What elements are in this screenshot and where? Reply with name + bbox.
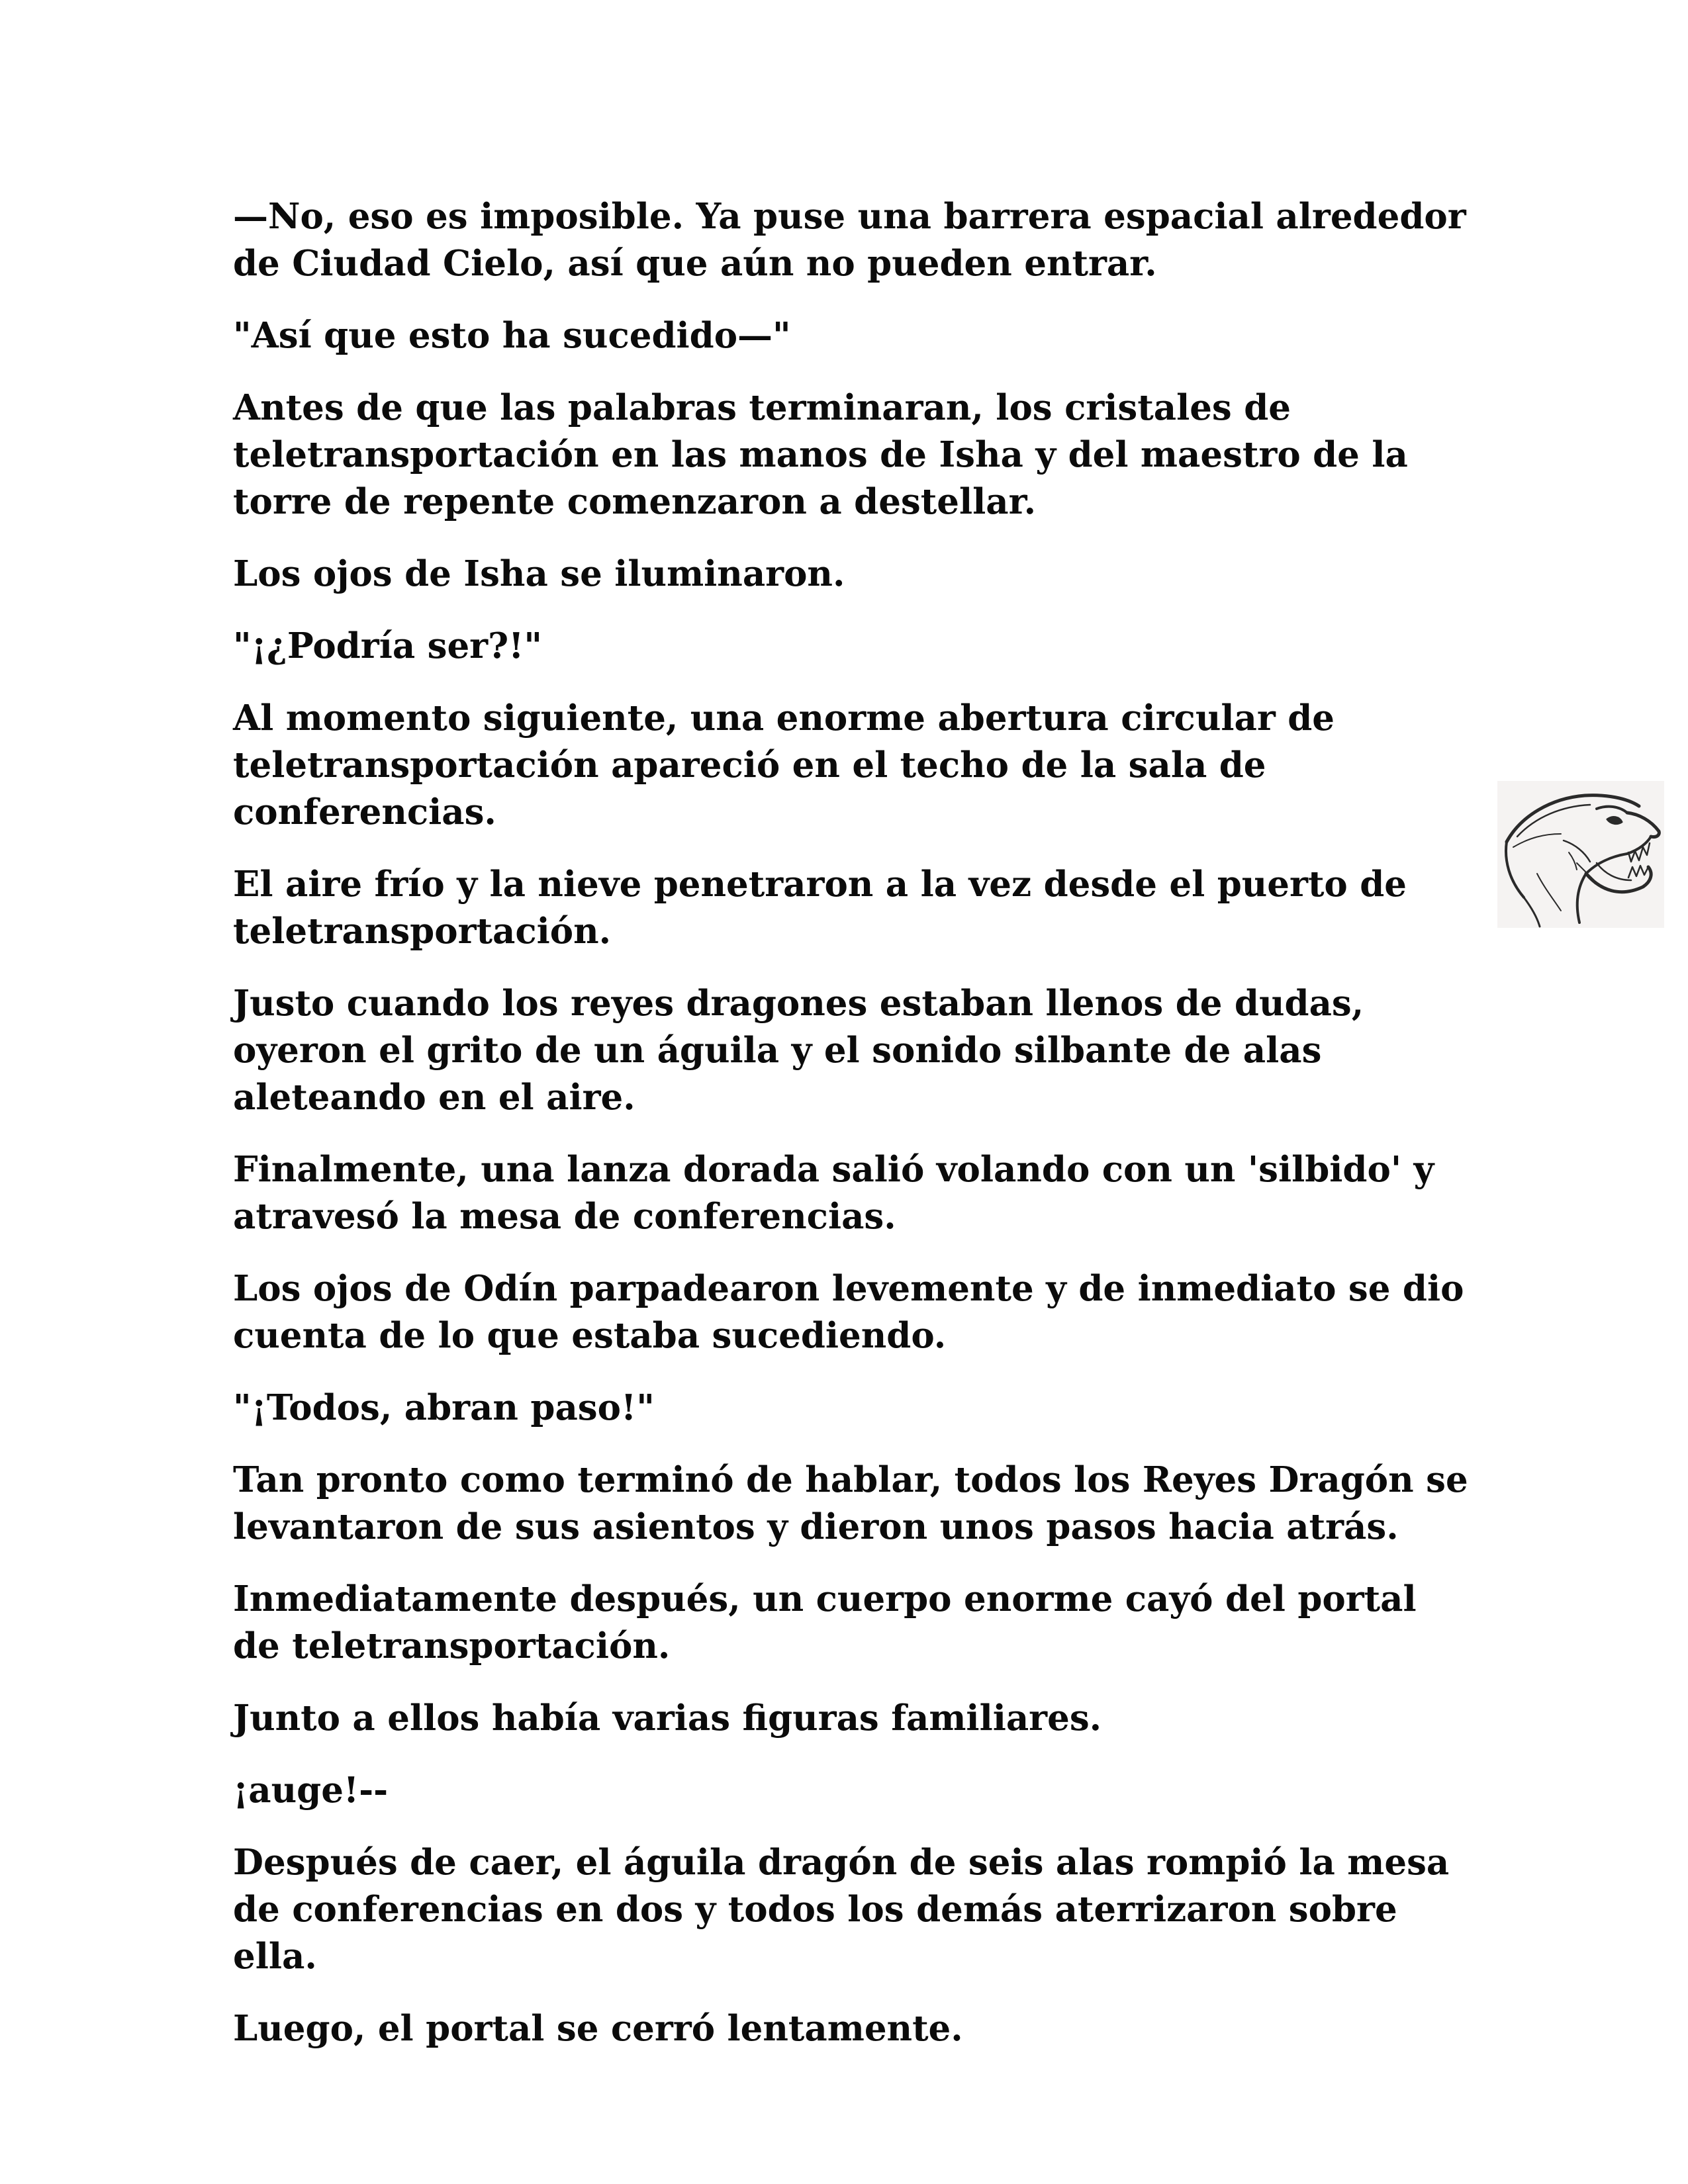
paragraph-line: Inmediatamente después, un cuerpo enorme cayó del portal: [233, 1578, 1417, 1619]
paragraph-line: Los ojos de Odín parpadearon levemente y de inmediato se dio: [233, 1268, 1464, 1309]
paragraph-line: de teletransportación.: [233, 1625, 671, 1666]
paragraph-line: Los ojos de Isha se iluminaron.: [233, 553, 845, 594]
paragraph-line: levantaron de sus asientos y dieron unos pasos hacia atrás.: [233, 1506, 1399, 1547]
body-text: [233, 193, 1477, 2077]
paragraph-line: "¡Todos, abran paso!": [233, 1387, 655, 1428]
paragraph-line: torre de repente comenzaron a destellar.: [233, 481, 1037, 522]
dinosaur-head-sketch-icon: [1497, 781, 1664, 928]
paragraph: [233, 1695, 1477, 1742]
paragraph-line: ella.: [233, 1936, 317, 1977]
paragraph-line: teletransportación en las manos de Isha y del maestro de la: [233, 434, 1408, 475]
paragraph-line: Después de caer, el águila dragón de seis alas rompió la mesa: [233, 1842, 1450, 1883]
paragraph-line: Al momento siguiente, una enorme abertura circular de: [233, 698, 1335, 739]
paragraph: [233, 1767, 1477, 1814]
paragraph-line: "¡¿Podría ser?!": [233, 625, 543, 666]
paragraph-line: Junto a ellos había varias figuras familiares.: [233, 1698, 1102, 1739]
paragraph-line: oyeron el grito de un águila y el sonido silbante de alas: [233, 1030, 1322, 1071]
paragraph-line: cuenta de lo que estaba sucediendo.: [233, 1315, 947, 1356]
paragraph: [233, 695, 1477, 836]
paragraph-line: Tan pronto como terminó de hablar, todos los Reyes Dragón se: [233, 1459, 1468, 1500]
paragraph-line: ¡auge!--: [233, 1770, 389, 1811]
paragraph-line: conferencias.: [233, 792, 496, 833]
paragraph: [233, 861, 1477, 955]
paragraph: [233, 980, 1477, 1121]
paragraph-line: Justo cuando los reyes dragones estaban llenos de dudas,: [233, 983, 1364, 1024]
paragraph-line: El aire frío y la nieve penetraron a la vez desde el puerto de: [233, 864, 1407, 905]
paragraph-line: teletransportación.: [233, 911, 612, 952]
paragraph: [233, 1839, 1477, 1980]
paragraph-line: atravesó la mesa de conferencias.: [233, 1196, 896, 1237]
paragraph-line: —No, eso es imposible. Ya puse una barrera espacial alrededor: [233, 196, 1466, 237]
paragraph: [233, 1576, 1477, 1670]
paragraph: [233, 1146, 1477, 1240]
paragraph: [233, 1385, 1477, 1432]
paragraph: [233, 1457, 1477, 1551]
paragraph-line: Antes de que las palabras terminaran, los cristales de: [233, 387, 1291, 428]
paragraph-line: de Ciudad Cielo, así que aún no pueden entrar.: [233, 243, 1157, 284]
paragraph: [233, 623, 1477, 670]
paragraph: [233, 2005, 1477, 2052]
paragraph: [233, 1265, 1477, 1359]
paragraph: [233, 312, 1477, 359]
paragraph-line: de conferencias en dos y todos los demás aterrizaron sobre: [233, 1889, 1397, 1930]
paragraph: [233, 193, 1477, 287]
paragraph: [233, 385, 1477, 525]
paragraph-line: aleteando en el aire.: [233, 1077, 635, 1118]
paragraph-line: Luego, el portal se cerró lentamente.: [233, 2008, 963, 2049]
paragraph: [233, 551, 1477, 598]
paragraph-line: "Así que esto ha sucedido—": [233, 315, 791, 356]
paragraph-line: Finalmente, una lanza dorada salió volando con un 'silbido' y: [233, 1149, 1434, 1190]
paragraph-line: teletransportación apareció en el techo de la sala de: [233, 745, 1266, 786]
